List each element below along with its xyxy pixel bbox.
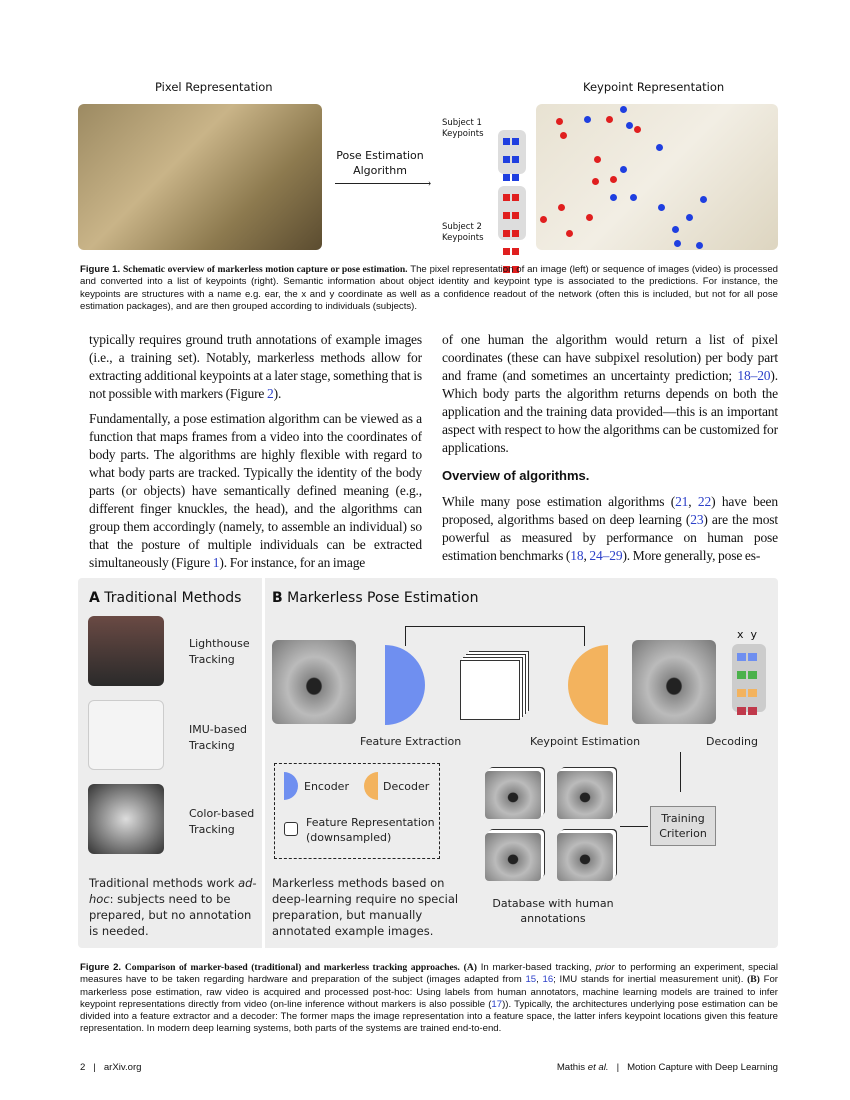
method-label: Lighthouse Tracking bbox=[189, 637, 250, 666]
arrow-head-icon: › bbox=[428, 178, 432, 189]
encoder-legend-label: Encoder bbox=[304, 780, 349, 793]
keypoint-estimation-label: Keypoint Estimation bbox=[530, 735, 641, 748]
subject2-label: Subject 2 Keypoints bbox=[442, 222, 484, 243]
figure2-caption: Figure 2. Comparison of marker-based (traditional) and markerless tracking approaches. (A) In marker-based tracking, prior to performing an experiment, special measures have to be taken regarding hardware and preparation of the subject (images adapted from 15, 16; IMU stands for inertial measurement unit). (B) For markerless pose estimation, raw video is acquired and processed post-hoc: Using labels from human annotators, machine learning models are trained to infer keypoint representations directly from video (on-line inference without markers is also possible (17)). Typically, the architectures underlying pose estimation can be divided into a feature extractor and a decoder: The former maps the image representation into a feature space, the latter infers keypoint locations given this feature representation. In modern deep learning systems, both parts of the systems are trained end-to-end. bbox=[80, 962, 779, 1035]
panel-divider bbox=[262, 578, 265, 948]
ref-citation[interactable]: 17 bbox=[491, 998, 503, 1010]
skip-arrow bbox=[405, 626, 585, 646]
lighthouse-image bbox=[88, 616, 164, 686]
algorithm-label: Pose Estimation Algorithm bbox=[336, 149, 424, 177]
feature-legend-label: Feature Representation (downsampled) bbox=[306, 816, 435, 844]
subject1-keypoints bbox=[498, 130, 526, 174]
keypoint-image bbox=[536, 104, 778, 250]
panel-a-title: A Traditional Methods bbox=[89, 590, 242, 606]
figure1-caption: Figure 1. Schematic overview of markerless motion capture or pose estimation. The pixel representation of an image (left) or sequence of images (video) is processed and converted into a list of keypoints (right). Semantic information about object identity and keypoint type is associated to the predictions. For instance, the keypoints are structures with a name e.g. ear, the x and y coordinate as well as a confidence readout of the network (often this is included, but not for all pose estimation packages), and are then grouped according to individuals (subjects). bbox=[80, 264, 779, 312]
panel-b-text: Markerless methods based on deep-learning require no special preparation, but manually annotated example images. bbox=[272, 876, 459, 938]
ref-citation[interactable]: 15 bbox=[525, 974, 537, 986]
ref-citation[interactable]: 24–29 bbox=[589, 548, 623, 563]
method-label: Color-based Tracking bbox=[189, 807, 255, 836]
ref-citation[interactable]: 22 bbox=[697, 494, 712, 509]
ref-citation[interactable]: 16 bbox=[542, 974, 554, 986]
subject2-keypoints bbox=[498, 186, 526, 240]
panel-b-title: B Markerless Pose Estimation bbox=[272, 590, 479, 606]
zebra-image bbox=[78, 104, 322, 250]
input-frame bbox=[272, 640, 356, 724]
right-column: of one human the algorithm would return a list of pixel coordinates (these can have subpixel resolution) per body part and frame (and sometimes an uncertainty prediction; 18–20). Which body parts the algorithm returns depends on both the application and the training data provided—this is an important aspect with respect to how the algorithms can be customized for applications. Overview of algorithms. While many pose estimation algorithms (21, 22) have been proposed, algorithms based on deep learning (23) are the most powerful as measured by performance on human pose estimation benchmarks (18, 24–29). More generally, pose es- bbox=[442, 332, 778, 563]
decoder-legend-label: Decoder bbox=[383, 780, 430, 793]
ref-citation[interactable]: 18 bbox=[570, 548, 584, 563]
training-criterion-box: Training Criterion bbox=[650, 806, 716, 846]
annotated-database bbox=[485, 765, 620, 885]
imu-image bbox=[88, 700, 164, 770]
xy-label: x y bbox=[737, 628, 758, 641]
feature-extraction-label: Feature Extraction bbox=[360, 735, 462, 748]
right-arrow bbox=[620, 826, 648, 827]
footer-right: Mathis et al. | Motion Capture with Deep Learning bbox=[556, 1062, 778, 1073]
footer-left: 2 | arXiv.org bbox=[80, 1062, 142, 1073]
color-image bbox=[88, 784, 164, 854]
ref-citation[interactable]: 23 bbox=[690, 512, 704, 527]
feature-stack bbox=[460, 660, 520, 720]
ref-figure2[interactable]: 2 bbox=[267, 386, 274, 401]
database-label: Database with human annotations bbox=[492, 897, 614, 925]
method-label: IMU-based Tracking bbox=[189, 723, 247, 752]
arrow bbox=[335, 183, 430, 184]
ref-figure1[interactable]: 1 bbox=[212, 555, 220, 570]
keypoint-representation-title: Keypoint Representation bbox=[583, 80, 725, 94]
output-frame bbox=[632, 640, 716, 724]
subject1-label: Subject 1 Keypoints bbox=[442, 118, 484, 139]
ref-citation[interactable]: 21 bbox=[675, 494, 689, 509]
ref-citation[interactable]: 18–20 bbox=[737, 368, 771, 383]
left-column: typically requires ground truth annotations of example images (i.e., a training set). Notably, markerless methods allow for extracting additional keypoints at a later stage, something that is not possible with markers (Figure 2). Fundamentally, a pose estimation algorithm can be viewed as a function that maps frames from a video into the coordinates of body parts. The algorithms are highly flexible with regard to what body parts are tracked. Typically the identity of the body parts (or objects) have semantically defined meaning (e.g., different finger knuckles, the head), and the algorithms can group them accordingly (namely, to assemble an individual) so that the posture of multiple individuals can be extracted simultaneously (Figure 1). For instance, for an image bbox=[89, 332, 422, 570]
decoding-label: Decoding bbox=[706, 735, 759, 748]
down-arrow bbox=[680, 752, 681, 792]
keypoint-list bbox=[732, 644, 766, 712]
panel-a-text: Traditional methods work ad-hoc: subjects need to be prepared, but no annotation is needed. bbox=[89, 876, 257, 938]
section-heading: Overview of algorithms. bbox=[442, 468, 590, 483]
feature-legend-icon bbox=[284, 822, 298, 836]
pixel-representation-title: Pixel Representation bbox=[155, 80, 273, 94]
